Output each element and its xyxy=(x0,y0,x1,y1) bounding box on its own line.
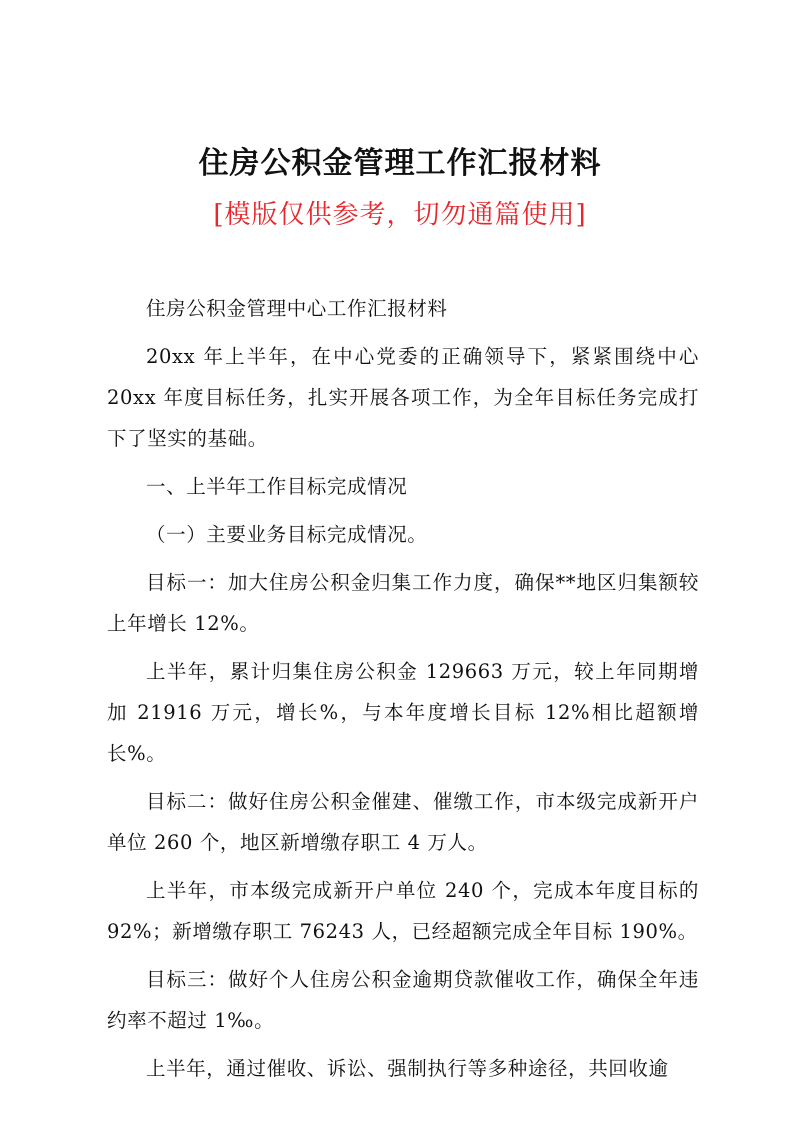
paragraph: 上半年，市本级完成新开户单位 240 个，完成本年度目标的 92%；新增缴存职工 76243 人，已经超额完成全年目标 190%。 xyxy=(107,879,699,943)
paragraph: 20xx 年上半年，在中心党委的正确领导下，紧紧围绕中心 20xx 年度目标任务，扎实开展各项工作，为全年目标任务完成打下了坚实的基础。 xyxy=(107,345,699,450)
paragraph: 目标二：做好住房公积金催建、催缴工作，市本级完成新开户单位 260 个，地区新增缴存职工 4 万人。 xyxy=(107,790,699,854)
document-subtitle: [模版仅供参考，切勿通篇使用] xyxy=(213,200,587,230)
document-body xyxy=(107,288,699,1096)
paragraph: 目标三：做好个人住房公积金逾期贷款催收工作，确保全年违约率不超过 1‰。 xyxy=(107,968,699,1032)
document-title: 住房公积金管理工作汇报材料 xyxy=(198,146,602,181)
paragraph: 上半年，累计归集住房公积金 129663 万元，较上年同期增加 21916 万元，增长%，与本年度增长目标 12%相比超额增长%。 xyxy=(107,660,699,765)
paragraph: 上半年，通过催收、诉讼、强制执行等多种途径，共回收逾 xyxy=(146,1057,669,1080)
subsection-heading: （一）主要业务目标完成情况。 xyxy=(146,523,428,546)
section-heading: 一、上半年工作目标完成情况 xyxy=(146,475,408,498)
paragraph: 住房公积金管理中心工作汇报材料 xyxy=(146,297,448,320)
paragraph: 目标一：加大住房公积金归集工作力度，确保**地区归集额较上年增长 12%。 xyxy=(107,571,699,635)
